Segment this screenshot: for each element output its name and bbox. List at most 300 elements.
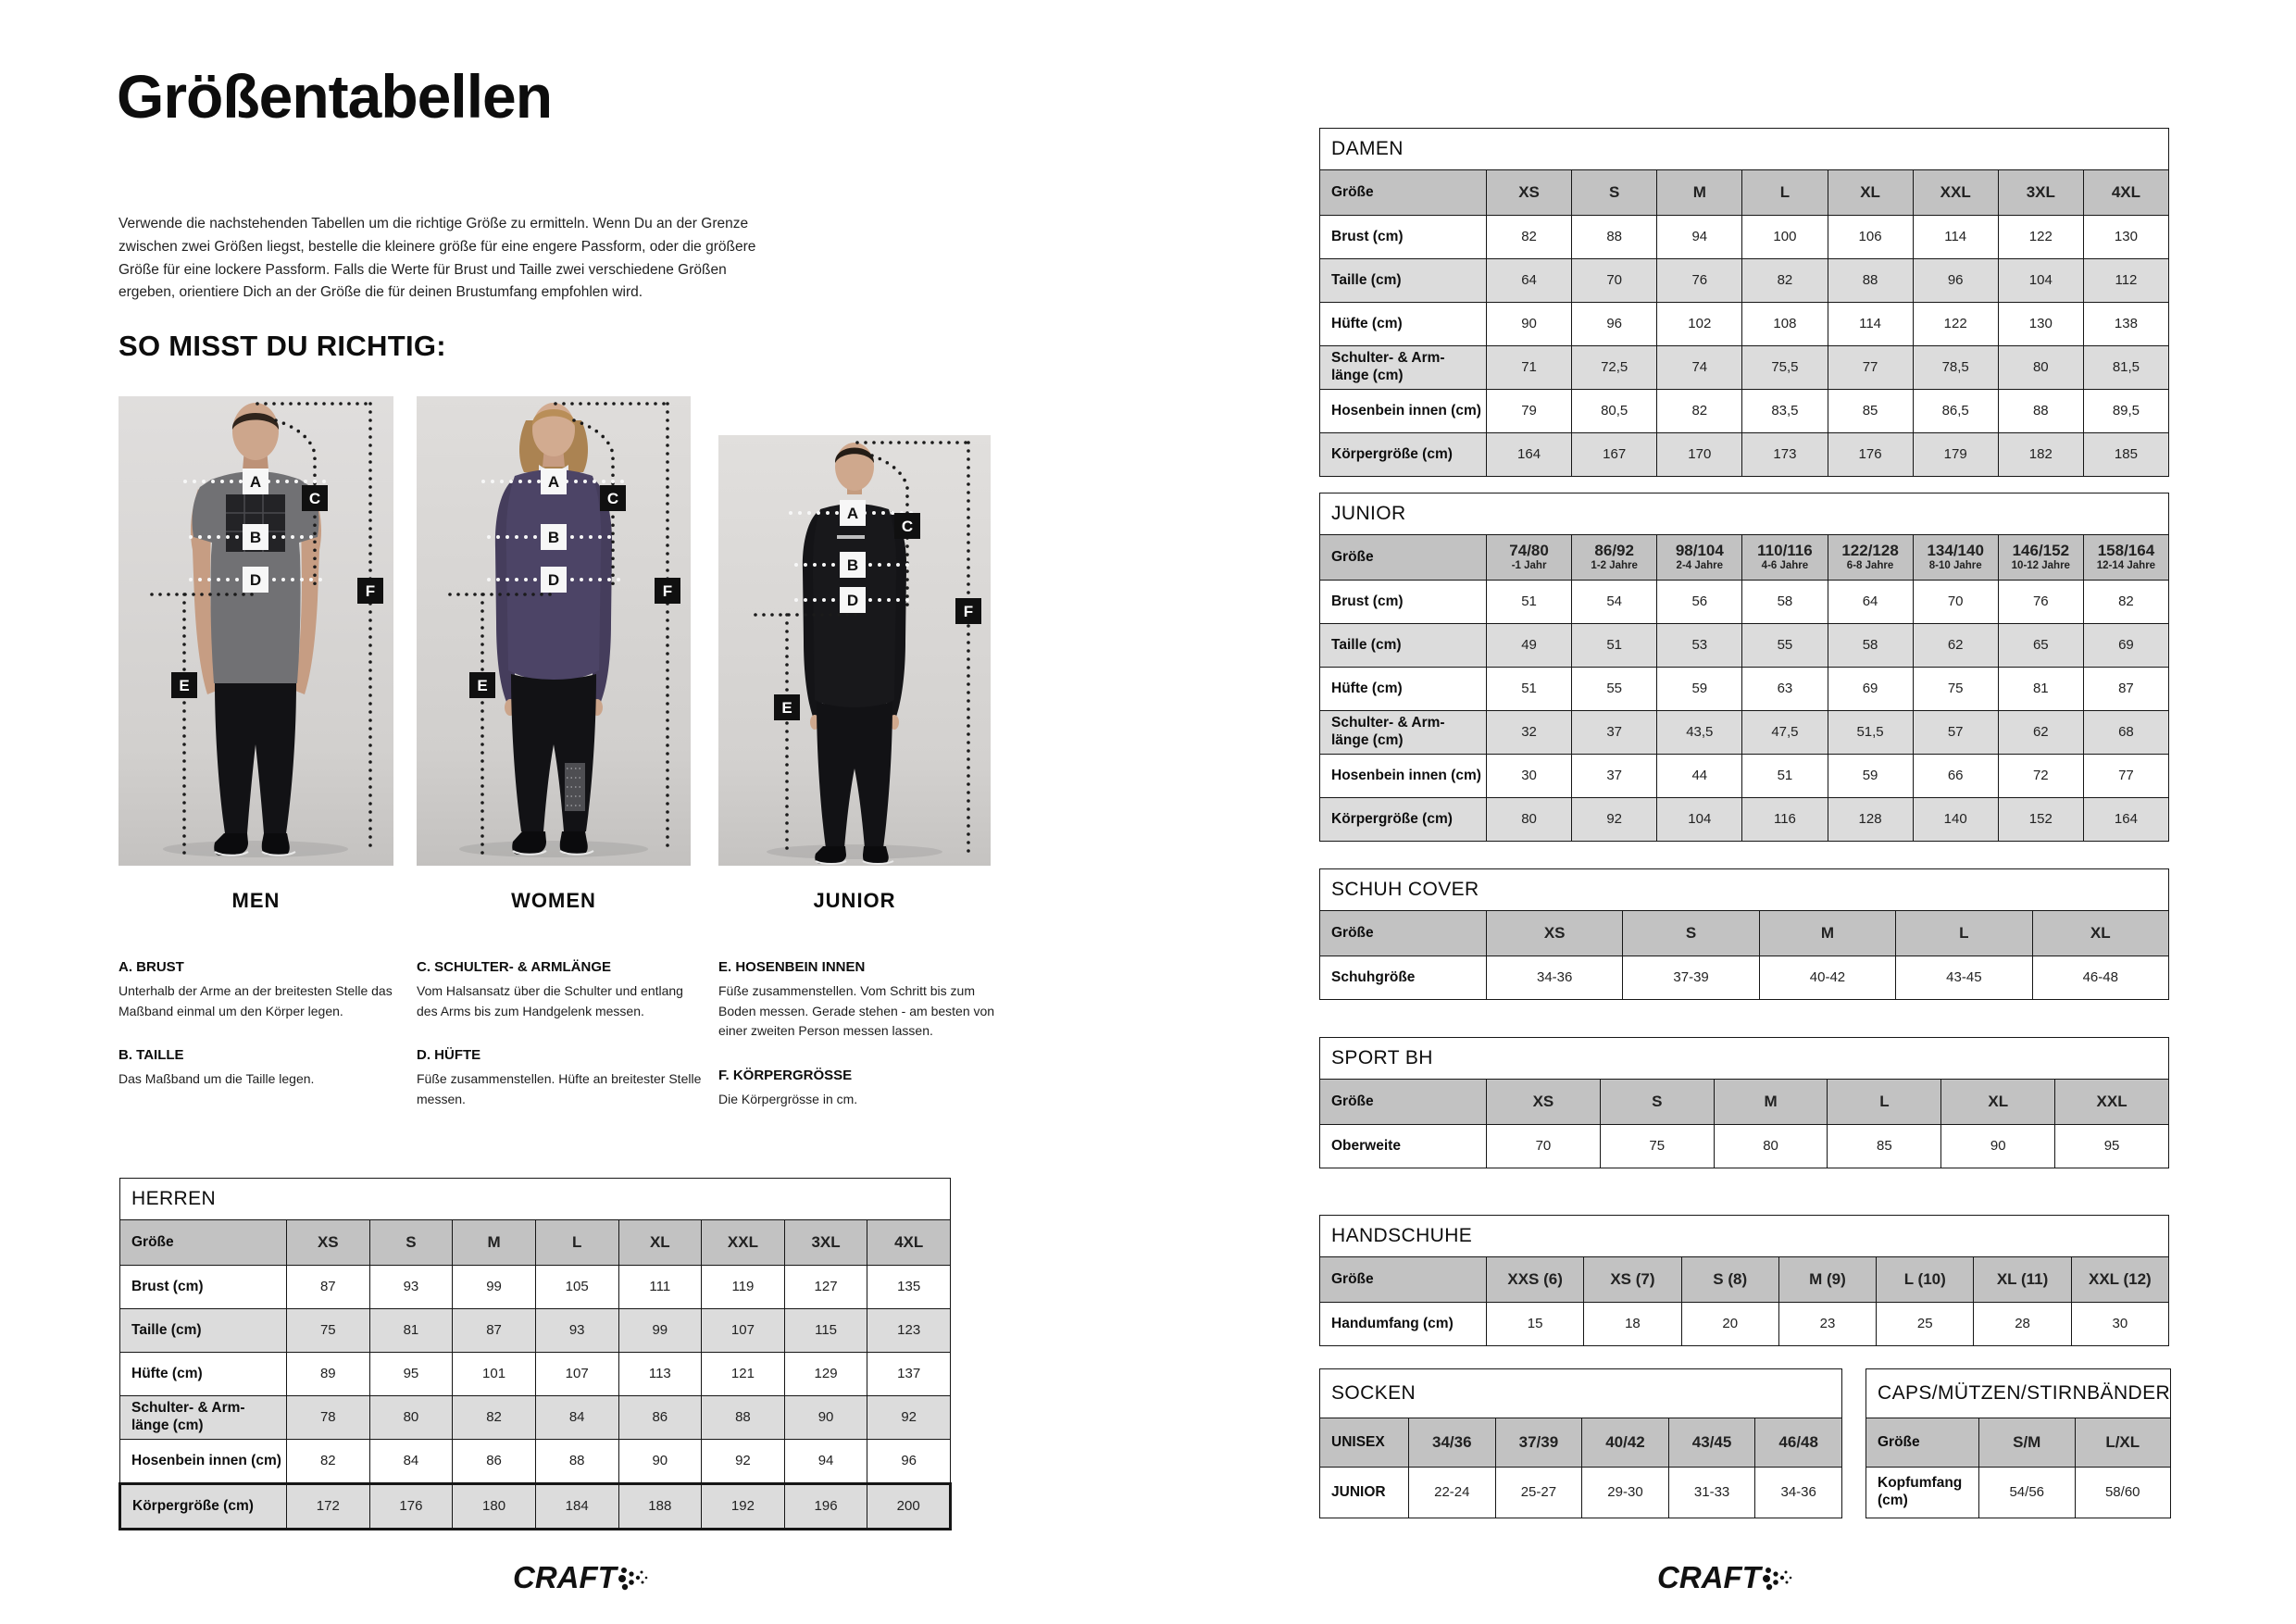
craft-dots-icon (1763, 1568, 1791, 1590)
value-cell: 196 (784, 1484, 867, 1530)
value-cell: 54/56 (1979, 1468, 2076, 1518)
value-cell: 81 (1998, 668, 2083, 711)
value-cell: 72 (1998, 755, 2083, 798)
value-cell: 107 (535, 1353, 618, 1396)
value-cell: 75 (287, 1309, 370, 1353)
value-cell: 138 (2083, 303, 2168, 346)
header-label-cell: Größe (1320, 1257, 1487, 1303)
table-title: SCHUH COVER (1320, 869, 2169, 911)
women-figure-illustration (417, 396, 691, 866)
marker-f-badge (655, 578, 680, 604)
value-cell: 79 (1487, 390, 1572, 433)
value-cell: 62 (1913, 624, 1998, 668)
value-cell: 114 (1913, 216, 1998, 259)
table-title-row (1320, 129, 2169, 170)
svg-text:E: E (781, 699, 792, 717)
row-label-cell: Schuhgröße (1320, 956, 1487, 1000)
table-title-row (1320, 493, 2169, 535)
table-row (120, 1484, 951, 1530)
value-cell: 86 (618, 1396, 702, 1440)
value-cell: 87 (2083, 668, 2168, 711)
value-cell: 185 (2083, 433, 2168, 477)
marker-f-badge (357, 578, 383, 604)
row-label-cell: Hosenbein innen (cm) (120, 1440, 287, 1484)
header-size-cell: 98/104 2-4 Jahre (1657, 535, 1742, 581)
marker-a-badge (243, 468, 268, 494)
value-cell: 106 (1828, 216, 1913, 259)
value-cell: 31-33 (1668, 1468, 1755, 1518)
header-size-cell: XXL (2055, 1080, 2169, 1125)
row-label-cell: Hüfte (cm) (1320, 668, 1487, 711)
marker-d-badge (243, 567, 268, 593)
instructions-column-2 (417, 959, 705, 1136)
instruction-huefte (417, 1047, 705, 1109)
value-cell: 28 (1974, 1303, 2071, 1346)
value-cell: 119 (702, 1266, 785, 1309)
value-cell: 62 (1998, 711, 2083, 755)
value-cell: 182 (1998, 433, 2083, 477)
header-size-cell: XL (1941, 1080, 2055, 1125)
row-label-cell: Brust (cm) (1320, 581, 1487, 624)
value-cell: 92 (1572, 798, 1657, 842)
value-cell: 30 (2071, 1303, 2168, 1346)
table-header-row (1866, 1418, 2171, 1468)
value-cell: 88 (1572, 216, 1657, 259)
sport-bh-size-table (1319, 1037, 2169, 1168)
header-size-cell: 4XL (867, 1220, 951, 1266)
value-cell: 22-24 (1409, 1468, 1496, 1518)
figure-caption-junior: JUNIOR (813, 889, 896, 912)
value-cell: 108 (1742, 303, 1828, 346)
value-cell: 37 (1572, 711, 1657, 755)
value-cell: 104 (1657, 798, 1742, 842)
value-cell: 56 (1657, 581, 1742, 624)
instruction-text: Das Maßband um die Taille legen. (119, 1071, 315, 1087)
instruction-brust (119, 959, 396, 1021)
value-cell: 71 (1487, 346, 1572, 390)
figure-caption-men: MEN (231, 889, 281, 912)
row-label-cell: JUNIOR (1320, 1468, 1409, 1518)
header-size-cell: S (8) (1681, 1257, 1778, 1303)
value-cell: 53 (1657, 624, 1742, 668)
damen-size-table (1319, 128, 2169, 477)
value-cell: 188 (618, 1484, 702, 1530)
instruction-title: A. BRUST (119, 959, 184, 975)
table-title-row (120, 1179, 951, 1220)
svg-text:C: C (308, 490, 321, 507)
header-size-cell: M (453, 1220, 536, 1266)
svg-text:D: D (547, 571, 560, 589)
table-row (1320, 390, 2169, 433)
craft-wordmark: CRAFT (1657, 1560, 1761, 1594)
value-cell: 96 (867, 1440, 951, 1484)
svg-text:A: A (846, 505, 859, 522)
value-cell: 64 (1828, 581, 1913, 624)
instruction-taille (119, 1047, 396, 1090)
instruction-text: Unterhalb der Arme an der breitesten Stelle das Maßband einmal um den Körper legen. (119, 983, 393, 1018)
value-cell: 122 (1998, 216, 2083, 259)
men-measurement-photo (119, 396, 393, 866)
table-title: CAPS/MÜTZEN/STIRNBÄNDER (1866, 1369, 2171, 1418)
svg-text:D: D (846, 592, 859, 609)
value-cell: 81,5 (2083, 346, 2168, 390)
instruction-hosenbein (718, 959, 1004, 1042)
value-cell: 43-45 (1896, 956, 2032, 1000)
value-cell: 99 (618, 1309, 702, 1353)
header-size-cell: M (1657, 170, 1742, 216)
handschuhe-size-table (1319, 1215, 2169, 1346)
value-cell: 88 (702, 1396, 785, 1440)
value-cell: 130 (1998, 303, 2083, 346)
header-size-cell: L (1896, 911, 2032, 956)
marker-d-badge (541, 567, 567, 593)
table-row (1320, 581, 2169, 624)
value-cell: 90 (1941, 1125, 2055, 1168)
value-cell: 78 (287, 1396, 370, 1440)
value-cell: 58/60 (2075, 1468, 2171, 1518)
instructions-column-1 (119, 959, 396, 1116)
value-cell: 34-36 (1487, 956, 1623, 1000)
svg-text:D: D (249, 571, 262, 589)
value-cell: 129 (784, 1353, 867, 1396)
value-cell: 64 (1487, 259, 1572, 303)
value-cell: 51 (1487, 668, 1572, 711)
instruction-koerpergroesse (718, 1068, 1004, 1110)
header-label-cell: UNISEX (1320, 1418, 1409, 1468)
value-cell: 95 (2055, 1125, 2169, 1168)
value-cell: 77 (1828, 346, 1913, 390)
value-cell: 121 (702, 1353, 785, 1396)
value-cell: 86 (453, 1440, 536, 1484)
value-cell: 80 (1487, 798, 1572, 842)
value-cell: 127 (784, 1266, 867, 1309)
value-cell: 32 (1487, 711, 1572, 755)
table-title: JUNIOR (1320, 493, 2169, 535)
value-cell: 82 (1487, 216, 1572, 259)
row-label-cell: Schulter- & Arm- länge (cm) (1320, 346, 1487, 390)
value-cell: 70 (1487, 1125, 1601, 1168)
value-cell: 80 (1714, 1125, 1828, 1168)
value-cell: 75,5 (1742, 346, 1828, 390)
row-label-cell: Hosenbein innen (cm) (1320, 390, 1487, 433)
value-cell: 85 (1828, 390, 1913, 433)
header-size-cell: XS (1487, 911, 1623, 956)
value-cell: 94 (784, 1440, 867, 1484)
value-cell: 47,5 (1742, 711, 1828, 755)
table-header-row (1320, 1418, 1842, 1468)
value-cell: 80 (1998, 346, 2083, 390)
header-size-cell: 122/128 6-8 Jahre (1828, 535, 1913, 581)
value-cell: 46-48 (2032, 956, 2168, 1000)
row-label-cell: Körpergröße (cm) (1320, 433, 1487, 477)
table-title-row (1320, 869, 2169, 911)
value-cell: 40-42 (1759, 956, 1895, 1000)
value-cell: 111 (618, 1266, 702, 1309)
header-size-cell: S/M (1979, 1418, 2076, 1468)
header-size-cell: 3XL (1998, 170, 2083, 216)
value-cell: 49 (1487, 624, 1572, 668)
instruction-text: Füße zusammenstellen. Vom Schritt bis zum Boden messen. Gerade stehen - am besten von einer zweiten Person messen lassen. (718, 983, 995, 1039)
table-header-row (1320, 1080, 2169, 1125)
table-row (120, 1309, 951, 1353)
value-cell: 25 (1877, 1303, 1974, 1346)
table-row (1320, 668, 2169, 711)
value-cell: 37-39 (1623, 956, 1759, 1000)
row-label-cell: Taille (cm) (1320, 259, 1487, 303)
table-title-row (1320, 1038, 2169, 1080)
measure-heading: SO MISST DU RICHTIG: (119, 330, 446, 362)
table-row (1320, 303, 2169, 346)
value-cell: 83,5 (1742, 390, 1828, 433)
row-label-cell: Körpergröße (cm) (1320, 798, 1487, 842)
value-cell: 167 (1572, 433, 1657, 477)
value-cell: 51 (1742, 755, 1828, 798)
header-size-cell: XL (1828, 170, 1913, 216)
value-cell: 115 (784, 1309, 867, 1353)
table-title-row (1320, 1216, 2169, 1257)
table-row (1320, 798, 2169, 842)
value-cell: 102 (1657, 303, 1742, 346)
table-row (120, 1266, 951, 1309)
value-cell: 75 (1913, 668, 1998, 711)
table-row (1866, 1468, 2171, 1518)
value-cell: 112 (2083, 259, 2168, 303)
value-cell: 92 (867, 1396, 951, 1440)
value-cell: 25-27 (1495, 1468, 1582, 1518)
instruction-title: D. HÜFTE (417, 1047, 481, 1064)
marker-b-badge (243, 524, 268, 550)
table-row (120, 1396, 951, 1440)
header-size-cell: XS (7) (1584, 1257, 1681, 1303)
row-label-cell: Hüfte (cm) (1320, 303, 1487, 346)
value-cell: 29-30 (1582, 1468, 1669, 1518)
header-size-cell: L/XL (2075, 1418, 2171, 1468)
instruction-text: Die Körpergrösse in cm. (718, 1092, 858, 1107)
value-cell: 54 (1572, 581, 1657, 624)
instruction-title: C. SCHULTER- & ARMLÄNGE (417, 959, 611, 975)
value-cell: 51 (1572, 624, 1657, 668)
table-title: DAMEN (1320, 129, 2169, 170)
value-cell: 44 (1657, 755, 1742, 798)
svg-text:A: A (249, 473, 262, 491)
value-cell: 107 (702, 1309, 785, 1353)
value-cell: 137 (867, 1353, 951, 1396)
value-cell: 88 (535, 1440, 618, 1484)
value-cell: 135 (867, 1266, 951, 1309)
craft-logo-left (511, 1559, 659, 1596)
svg-text:C: C (606, 490, 619, 507)
table-row (1320, 216, 2169, 259)
header-size-cell: 86/92 1-2 Jahre (1572, 535, 1657, 581)
junior-measurement-photo (718, 435, 991, 866)
value-cell: 192 (702, 1484, 785, 1530)
value-cell: 43,5 (1657, 711, 1742, 755)
marker-b-badge (840, 552, 866, 578)
page-title: Größentabellen (117, 62, 553, 131)
marker-a-badge (541, 468, 567, 494)
value-cell: 90 (1487, 303, 1572, 346)
header-size-cell: XL (11) (1974, 1257, 2071, 1303)
value-cell: 130 (2083, 216, 2168, 259)
value-cell: 63 (1742, 668, 1828, 711)
header-size-cell: XL (2032, 911, 2168, 956)
row-label-cell: Hosenbein innen (cm) (1320, 755, 1487, 798)
value-cell: 94 (1657, 216, 1742, 259)
table-title: SOCKEN (1320, 1369, 1842, 1418)
table-header-row (1320, 911, 2169, 956)
value-cell: 88 (1828, 259, 1913, 303)
value-cell: 30 (1487, 755, 1572, 798)
header-size-cell: 74/80 -1 Jahr (1487, 535, 1572, 581)
value-cell: 93 (369, 1266, 453, 1309)
craft-wordmark: CRAFT (513, 1560, 617, 1594)
row-label-cell: Schulter- & Arm- länge (cm) (1320, 711, 1487, 755)
craft-dots-icon (618, 1568, 647, 1590)
value-cell: 69 (2083, 624, 2168, 668)
header-size-cell: L (10) (1877, 1257, 1974, 1303)
value-cell: 55 (1572, 668, 1657, 711)
value-cell: 200 (867, 1484, 951, 1530)
instruction-title: E. HOSENBEIN INNEN (718, 959, 866, 975)
header-size-cell: M (9) (1778, 1257, 1876, 1303)
svg-text:E: E (477, 677, 488, 694)
header-size-cell: S (369, 1220, 453, 1266)
value-cell: 72,5 (1572, 346, 1657, 390)
row-label-cell: Hüfte (cm) (120, 1353, 287, 1396)
marker-e-badge (469, 672, 495, 698)
header-size-cell: 158/164 12-14 Jahre (2083, 535, 2168, 581)
value-cell: 37 (1572, 755, 1657, 798)
value-cell: 68 (2083, 711, 2168, 755)
men-figure-illustration (119, 396, 393, 866)
header-size-cell: 146/152 10-12 Jahre (1998, 535, 2083, 581)
table-header-row (120, 1220, 951, 1266)
value-cell: 96 (1913, 259, 1998, 303)
header-size-cell: 34/36 (1409, 1418, 1496, 1468)
header-size-cell: 40/42 (1582, 1418, 1669, 1468)
value-cell: 57 (1913, 711, 1998, 755)
value-cell: 76 (1657, 259, 1742, 303)
value-cell: 113 (618, 1353, 702, 1396)
table-header-row (1320, 1257, 2169, 1303)
header-size-cell: 110/116 4-6 Jahre (1742, 535, 1828, 581)
table-row (120, 1353, 951, 1396)
header-size-cell: XXS (6) (1487, 1257, 1584, 1303)
marker-e-badge (774, 694, 800, 720)
value-cell: 173 (1742, 433, 1828, 477)
header-size-cell: S (1623, 911, 1759, 956)
svg-text:F: F (365, 582, 376, 600)
table-row (1320, 956, 2169, 1000)
value-cell: 87 (287, 1266, 370, 1309)
value-cell: 59 (1657, 668, 1742, 711)
header-size-cell: XS (1487, 1080, 1601, 1125)
value-cell: 105 (535, 1266, 618, 1309)
header-size-cell: M (1714, 1080, 1828, 1125)
header-size-cell: 37/39 (1495, 1418, 1582, 1468)
value-cell: 170 (1657, 433, 1742, 477)
svg-text:B: B (249, 529, 262, 546)
header-size-cell: 46/48 (1755, 1418, 1842, 1468)
value-cell: 104 (1998, 259, 2083, 303)
value-cell: 51 (1487, 581, 1572, 624)
header-label-cell: Größe (1320, 535, 1487, 581)
value-cell: 164 (2083, 798, 2168, 842)
value-cell: 80 (369, 1396, 453, 1440)
value-cell: 180 (453, 1484, 536, 1530)
header-size-cell: 3XL (784, 1220, 867, 1266)
table-title: SPORT BH (1320, 1038, 2169, 1080)
value-cell: 122 (1913, 303, 1998, 346)
header-size-cell: 43/45 (1668, 1418, 1755, 1468)
value-cell: 85 (1828, 1125, 1941, 1168)
svg-text:A: A (547, 473, 560, 491)
value-cell: 90 (784, 1396, 867, 1440)
value-cell: 81 (369, 1309, 453, 1353)
svg-text:B: B (547, 529, 560, 546)
instruction-text: Vom Halsansatz über die Schulter und entlang des Arms bis zum Handgelenk messen. (417, 983, 683, 1018)
value-cell: 86,5 (1913, 390, 1998, 433)
header-size-cell: XXL (1913, 170, 1998, 216)
table-row (1320, 1125, 2169, 1168)
value-cell: 164 (1487, 433, 1572, 477)
craft-logo-right (1655, 1559, 1803, 1596)
table-row (1320, 433, 2169, 477)
table-title-row (1320, 1369, 1842, 1418)
socken-size-table (1319, 1368, 1842, 1518)
value-cell: 140 (1913, 798, 1998, 842)
value-cell: 89 (287, 1353, 370, 1396)
value-cell: 58 (1742, 581, 1828, 624)
value-cell: 82 (1742, 259, 1828, 303)
value-cell: 75 (1600, 1125, 1714, 1168)
header-size-cell: XS (287, 1220, 370, 1266)
table-row (1320, 346, 2169, 390)
marker-b-badge (541, 524, 567, 550)
instruction-text: Füße zusammenstellen. Hüfte an breitester Stelle messen. (417, 1071, 702, 1107)
table-title-row (1866, 1369, 2171, 1418)
header-size-cell: M (1759, 911, 1895, 956)
value-cell: 96 (1572, 303, 1657, 346)
header-size-cell: XXL (12) (2071, 1257, 2168, 1303)
header-size-cell: 4XL (2083, 170, 2168, 216)
table-row (1320, 1468, 1842, 1518)
value-cell: 82 (2083, 581, 2168, 624)
value-cell: 70 (1913, 581, 1998, 624)
value-cell: 176 (1828, 433, 1913, 477)
value-cell: 18 (1584, 1303, 1681, 1346)
marker-e-badge (171, 672, 197, 698)
table-row (120, 1440, 951, 1484)
marker-a-badge (840, 500, 866, 526)
marker-c-badge (894, 513, 920, 539)
schuh-cover-size-table (1319, 868, 2169, 1000)
value-cell: 69 (1828, 668, 1913, 711)
marker-d-badge (840, 587, 866, 613)
header-size-cell: XXL (702, 1220, 785, 1266)
value-cell: 95 (369, 1353, 453, 1396)
value-cell: 34-36 (1755, 1468, 1842, 1518)
value-cell: 87 (453, 1309, 536, 1353)
value-cell: 82 (1657, 390, 1742, 433)
row-label-cell: Taille (cm) (1320, 624, 1487, 668)
row-label-cell: Brust (cm) (120, 1266, 287, 1309)
junior-figure-illustration (718, 435, 991, 866)
value-cell: 65 (1998, 624, 2083, 668)
value-cell: 90 (618, 1440, 702, 1484)
instruction-title: F. KÖRPERGRÖSSE (718, 1068, 853, 1084)
value-cell: 84 (369, 1440, 453, 1484)
